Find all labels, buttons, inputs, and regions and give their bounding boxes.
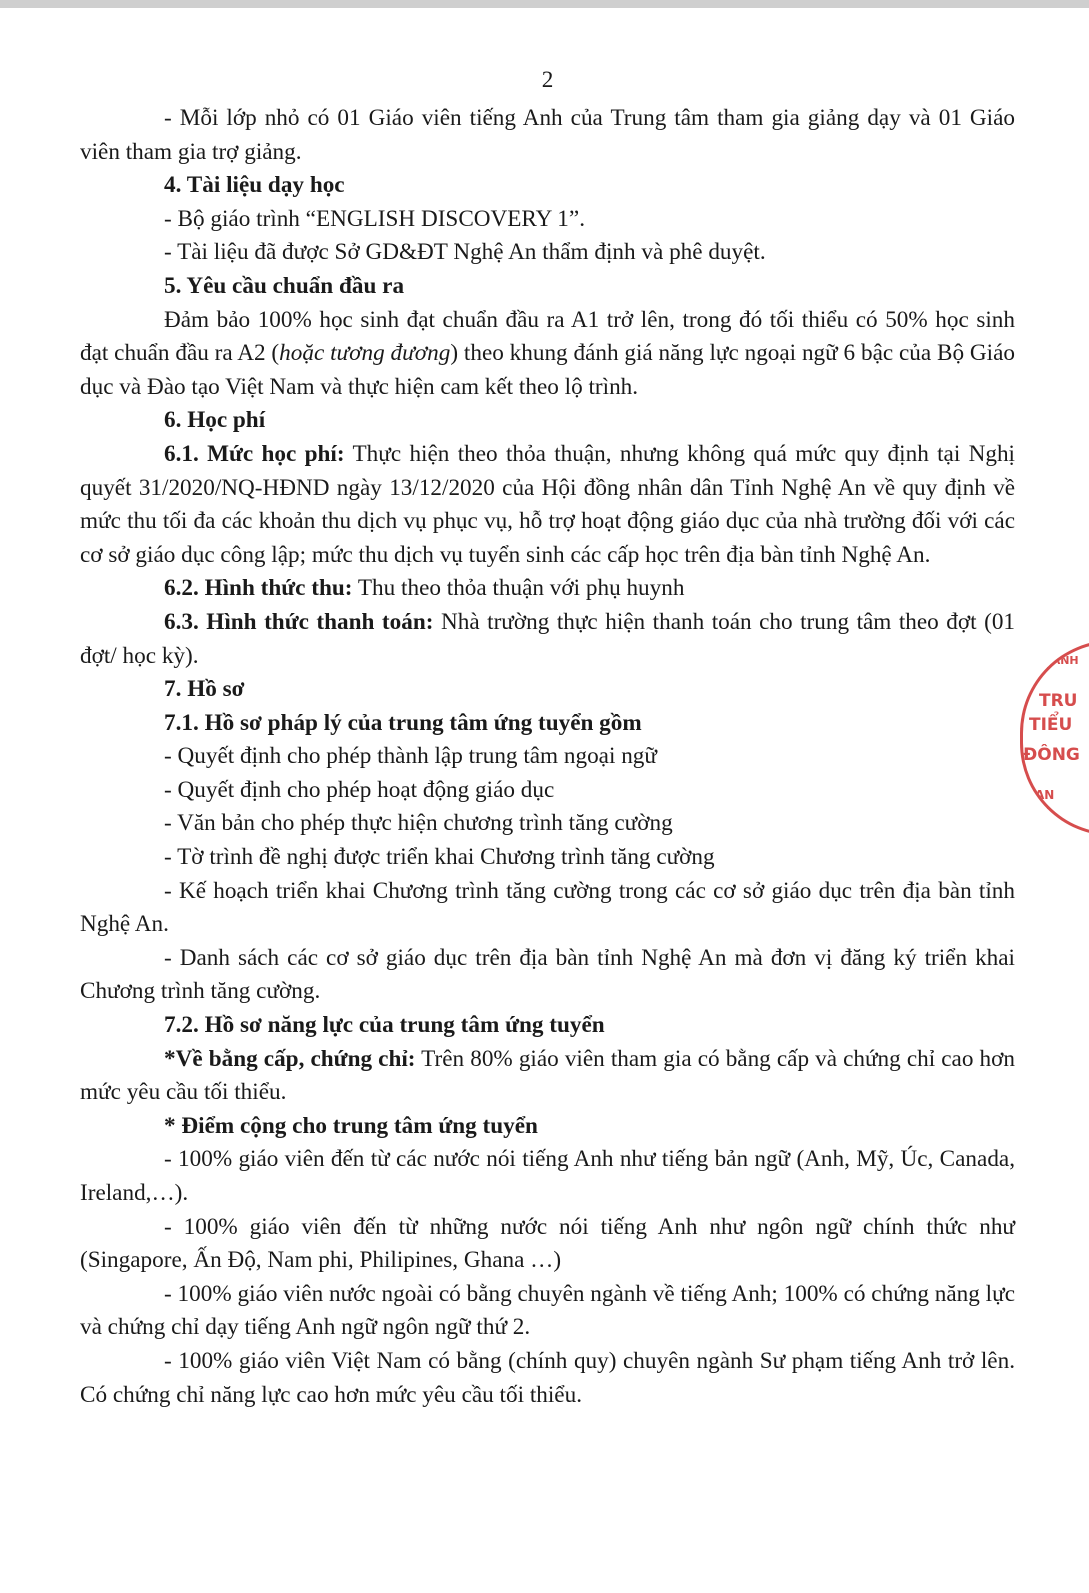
paragraph-tuition-level	[80, 438, 1015, 572]
output-standards-italic: hoặc tương đương	[279, 340, 451, 367]
stamp-text-4: ĐÔNG	[1023, 745, 1080, 765]
list-item-native-teachers: - 100% giáo viên đến từ các nước nói tiếng Anh như tiếng bản ngữ (Anh, Mỹ, Úc, Canada, Ireland,…).	[80, 1146, 1015, 1206]
paragraph-qualifications	[80, 1043, 1015, 1110]
stamp-text-5: AN	[1035, 788, 1055, 802]
heading-records: 7. Hồ sơ	[164, 676, 245, 703]
list-item-official-language-teachers: - 100% giáo viên đến từ những nước nói tiếng Anh như ngôn ngữ chính thức như (Singapore, Ấn Độ, Nam phi, Philipines, Ghana …)	[80, 1213, 1015, 1274]
list-item-program-permit: - Văn bản cho phép thực hiện chương trình tăng cường	[164, 810, 673, 837]
list-item-textbook: - Bộ giáo trình “ENGLISH DISCOVERY 1”.	[164, 205, 585, 232]
paragraph-teachers-per-class: - Mỗi lớp nhỏ có 01 Giáo viên tiếng Anh của Trung tâm tham gia giảng dạy và 01 Giáo viên tham gia trợ giảng.	[80, 105, 1015, 165]
heading-teaching-materials: 4. Tài liệu dạy học	[164, 172, 345, 199]
paragraph-payment-method	[80, 606, 1015, 673]
heading-bonus-points: * Điểm cộng cho trung tâm ứng tuyển	[164, 1112, 538, 1139]
payment-method-label: 6.3. Hình thức thanh toán:	[164, 608, 434, 635]
heading-tuition: 6. Học phí	[164, 407, 266, 434]
qualifications-label: *Về bằng cấp, chứng chỉ:	[164, 1045, 416, 1072]
heading-legal-records: 7.1. Hồ sơ pháp lý của trung tâm ứng tuyển gồm	[164, 709, 642, 736]
list-item-establishment-decision: - Quyết định cho phép thành lập trung tâm ngoại ngữ	[164, 743, 657, 770]
payment-method-text: Nhà trường thực hiện thanh toán cho trung tâm theo đợt (01 đợt/ học kỳ).	[80, 608, 1016, 669]
heading-capacity-records: 7.2. Hồ sơ năng lực của trung tâm ứng tuyển	[164, 1012, 605, 1039]
document-page	[80, 62, 1015, 1412]
list-item-proposal: - Tờ trình đề nghị được triển khai Chương trình tăng cường	[164, 844, 715, 871]
stamp-text-1: THÀNH	[1035, 654, 1079, 667]
top-border	[0, 0, 1089, 8]
tuition-level-text: Thực hiện theo thỏa thuận, nhưng không quá mức quy định tại Nghị quyết 31/2020/NQ-HĐND ngày 13/12/2020 của Hội đồng nhân dân Tỉnh Nghệ An về quy định về mức thu tối đa các khoản thu dịch vụ phục vụ, hỗ trợ hoạt động giáo dục của nhà trường đối với các cơ sở giáo dục công lập; mức thu dịch vụ tuyển sinh các cấp học trên địa bàn tỉnh Nghệ An.	[80, 440, 1015, 568]
list-item-vietnamese-teacher-degrees: - 100% giáo viên Việt Nam có bằng (chính quy) chuyên ngành Sư phạm tiếng Anh trở lên. Có chứng chỉ năng lực cao hơn mức yêu cầu tối thiểu.	[80, 1347, 1015, 1408]
tuition-level-label: 6.1. Mức học phí:	[164, 440, 345, 467]
list-item-approved-materials: - Tài liệu đã được Sở GD&ĐT Nghệ An thẩm định và phê duyệt.	[164, 239, 766, 266]
list-item-operation-decision: - Quyết định cho phép hoạt động giáo dục	[164, 776, 555, 803]
list-item-implementation-plan: - Kế hoạch triển khai Chương trình tăng cường trong các cơ sở giáo dục trên địa bàn tỉnh Nghệ An.	[80, 877, 1015, 938]
list-item-school-list: - Danh sách các cơ sở giáo dục trên địa bàn tỉnh Nghệ An mà đơn vị đăng ký triển khai Chương trình tăng cường.	[80, 944, 1015, 1005]
list-item-foreign-teacher-degrees: - 100% giáo viên nước ngoài có bằng chuyên ngành về tiếng Anh; 100% có chứng năng lực và chứng chỉ dạy tiếng Anh ngữ ngôn ngữ thứ 2.	[80, 1280, 1015, 1341]
stamp-text-3: TIỂU	[1029, 715, 1073, 735]
output-standards-text-a: Đảm bảo 100% học sinh đạt chuẩn đầu ra A1 trở lên, trong đó tối thiểu có 50% học sinh đạt chuẩn đầu ra A2 (	[80, 306, 1015, 367]
paragraph-collection-method	[80, 572, 1015, 606]
collection-method-text: Thu theo thỏa thuận với phụ huynh	[352, 575, 685, 602]
heading-output-standards: 5. Yêu cầu chuẩn đầu ra	[164, 272, 405, 299]
output-standards-text-b: ) theo khung đánh giá năng lực ngoại ngữ 6 bậc của Bộ Giáo dục và Đào tạo Việt Nam và thực hiện cam kết theo lộ trình.	[80, 340, 1015, 400]
collection-method-label: 6.2. Hình thức thu:	[164, 575, 353, 602]
qualifications-text: Trên 80% giáo viên tham gia có bằng cấp và chứng chỉ cao hơn mức yêu cầu tối thiểu.	[80, 1045, 1015, 1106]
red-seal-stamp	[1020, 640, 1089, 836]
paragraph-output-standards	[80, 304, 1015, 405]
stamp-text-2: TRU	[1039, 691, 1078, 711]
page-number: 2	[541, 67, 554, 93]
